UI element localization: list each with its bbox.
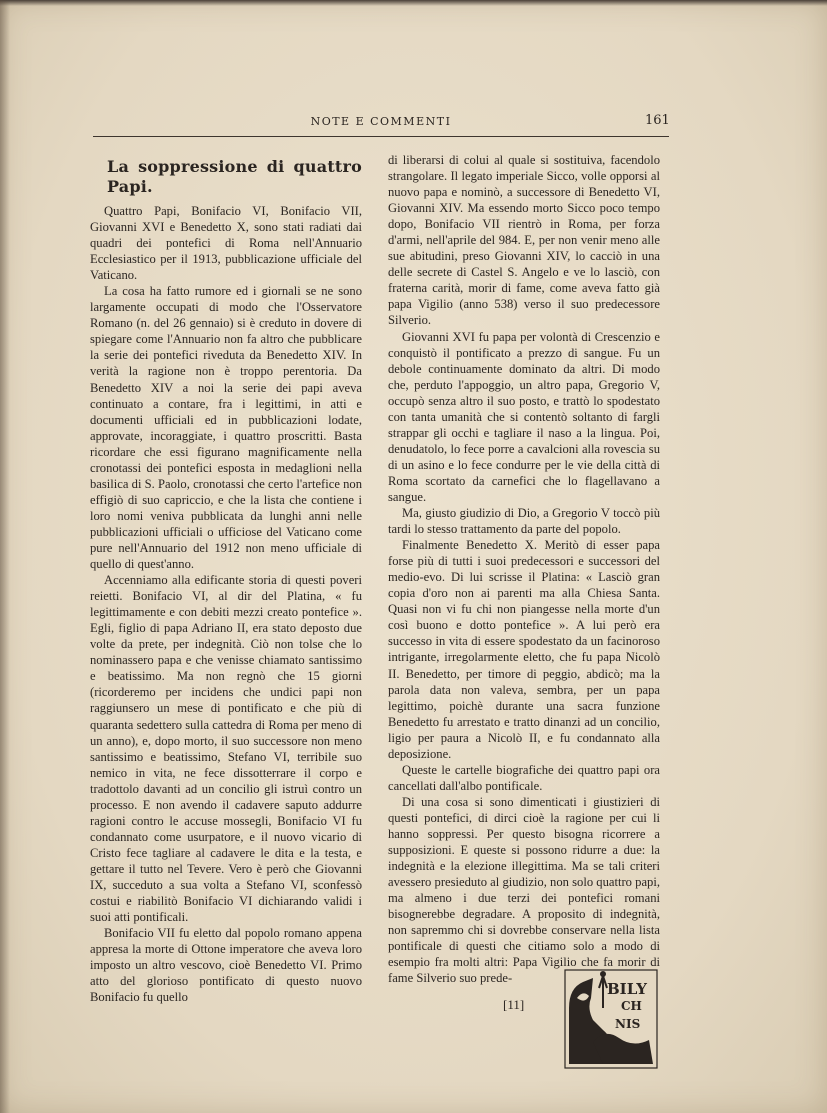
paragraph: Di una cosa si sono dimenticati i giustizieri di questi pontefici, di dirci cioè la ragione per cui li hanno soppressi. Per questo bisogna ricorrere a supposizioni. E queste si possono ridurre a due: la indegnità e la elezione illegittima. Ma se tali criteri avessero presieduto al giudizio, non solo quattro papi, ma almeno i due terzi dei pontefici romani bisognerebbe degradare. A proposito di indegnità, non sapremmo chi si dovrebbe conservare nella lista pontificale di questi che citiamo solo a modo di esempio fra molti altri: Papa Vigilio che fa morir di fame Silverio suo prede- [388, 794, 660, 986]
paragraph: La cosa ha fatto rumore ed i giornali se ne sono largamente occupati di modo che l'Osservatore Romano (n. del 26 gennaio) si è creduto in dovere di spiegare come l'Annuario non fa altro che pubblicare la serie dei pontefici riveduta da Benedetto XIV. In verità la ragione non è troppo perentoria. Da Benedetto XIV a noi la serie dei papi aveva continuato a contare, fra i legittimi, in atti e documenti ufficiali ed in pubblicazioni lodate, approvate, incoraggiate, i quattro proscritti. Basta ricordare che essi figurano magnificamente nella cronotassi dei pontefici esposta in medaglioni nella basilica di S. Paolo, cronotassi che certo l'artefice non effigiò di suo capriccio, e che la lista che contiene i loro nomi veniva pubblicata da lunghi anni nelle pubblicazioni ufficiali o ufficiose del Vaticano come pure nell'Annuario del 1912 non meno ufficiale di quello di quest'anno. [90, 284, 362, 572]
left-column [90, 157, 362, 1005]
paragraph: Bonifacio VII fu eletto dal popolo romano appena appresa la morte di Ottone imperatore che aveva loro imposto un altro vescovo, cioè Benedetto VI. Primo atto del glorioso pontificato di questo nuovo Bonifacio fu quello [90, 926, 362, 1005]
paragraph: Giovanni XVI fu papa per volontà di Crescenzio e conquistò il pontificato a prezzo di sangue. Fu un debole continuamente dominato da altri. Di modo che, perduto l'appoggio, un altro papa, Gregorio V, occupò senza altro il suo posto, e trattò lo spodestato con tanta umanità che si contentò soltanto di fargli strappar gli occhi e tagliare il naso a la lingua. Poi, denudatolo, lo fece porre a cavalcioni alla rovescia su di un asino e lo fece condurre per le vie della città di Roma scortato da carnefici che lo flagellavano a sangue. [388, 329, 660, 504]
right-column [388, 152, 660, 986]
page-left-edge [0, 0, 10, 1113]
paragraph: di liberarsi di colui al quale si sostituiva, facendolo strangolare. Il legato imperiale Sicco, volle opporsi al nuovo papa e nominò, a successore di Benedetto VI, Giovanni XIV. Ma essendo morto Sicco poco tempo dopo, Bonifacio VII rientrò in Roma, per forza d'armi, nell'aprile del 984. E, per non venir meno alle sue abitudini, preso Giovanni XIV, lo cacciò in una delle secrete di Castel S. Angelo e ve lo lasciò, con fraterna carità, morir di fame, come aveva fatto già papa Vigilio (anno 538) verso il suo predecessore Silverio. [388, 153, 660, 328]
folio-number: [11] [503, 997, 525, 1012]
svg-text:BILY: BILY [607, 980, 647, 998]
article-title: La soppressione di quattro Papi. [107, 157, 362, 196]
paragraph: Ma, giusto giudizio di Dio, a Gregorio V toccò più tardi lo stesso trattamento da parte del popolo. [388, 506, 660, 537]
paragraph: Queste le cartelle biografiche dei quattro papi ora cancellati dall'albo pontificale. [388, 762, 660, 793]
paragraph: Quattro Papi, Bonifacio VI, Bonifacio VII, Giovanni XVI e Benedetto X, sono stati radiati dai quadri dei pontefici di Roma nell'Annuario Ecclesiastico per il 1913, pubblicazione ufficiale del Vaticano. [90, 204, 362, 283]
header-rule [93, 136, 669, 137]
svg-text:NIS: NIS [615, 1017, 641, 1031]
svg-text:CH: CH [621, 999, 642, 1013]
page-number: 161 [645, 113, 670, 128]
running-head: NOTE E COMMENTI [310, 115, 452, 128]
paragraph: Finalmente Benedetto X. Meritò di esser papa forse più di tutti i suoi predecessori e successori del medio-evo. Di lui scrisse il Platina: « Lasciò gran copia d'oro non ai parenti ma alla Chiesa Santa. Quasi non vi fu chi non piangesse nella morte d'un così buono e dotto pontefice ». A lui però era successo in vita di essere spodestato da un facinoroso intrigante, irregolarmente eletto, che fu papa Nicolò II. Benedetto, per timore di peggio, abdicò; ma la parola data non valeva, sembra, per un papa legittimo, poichè durante una sacra funzione Benedetto fu arrestato e tratto dinanzi ad un concilio, ligio per paura a Nicolò II, e fu condannato alla deposizione. [388, 538, 660, 761]
page-top-edge [0, 0, 827, 6]
paragraph: Accenniamo alla edificante storia di questi poveri reietti. Bonifacio VI, al dir del Platina, « fu legittimamente e con debiti mezzi creato pontefice ». Egli, figlio di papa Adriano II, era stato deposto due volte da prete, per indegnità. Ciò non tolse che lo nominassero papa e che venisse chiamato santissimo e beatissimo. Ma non regnò che 15 giorni (ricorderemo per incidens che undici papi non raggiunsero un mese di pontificato e che più di quaranta sedettero sulla cattedra di Roma per meno di un anno), e, dopo morto, il suo successore non meno santissimo e beatissimo, Stefano VI, terribile suo nemico in vita, ne fece dissotterrare il corpo e tradottolo davanti ad un concilio gli istruì contro un processo. E non avendo il cadavere saputo addurre ragioni contro le accuse mossegli, Bonifacio VI fu condannato come usurpatore, e il nuovo vicario di Cristo fece tagliare al cadavere le dita e la testa, e gettare il tutto nel Tevere. Vero è però che Giovanni IX, succeduto a sua volta a Stefano VI, sconfessò costui e riabilitò Bonifacio VI dichiarando validi i suoi atti pontificali. [90, 573, 362, 925]
bilychnis-emblem [563, 968, 659, 1070]
